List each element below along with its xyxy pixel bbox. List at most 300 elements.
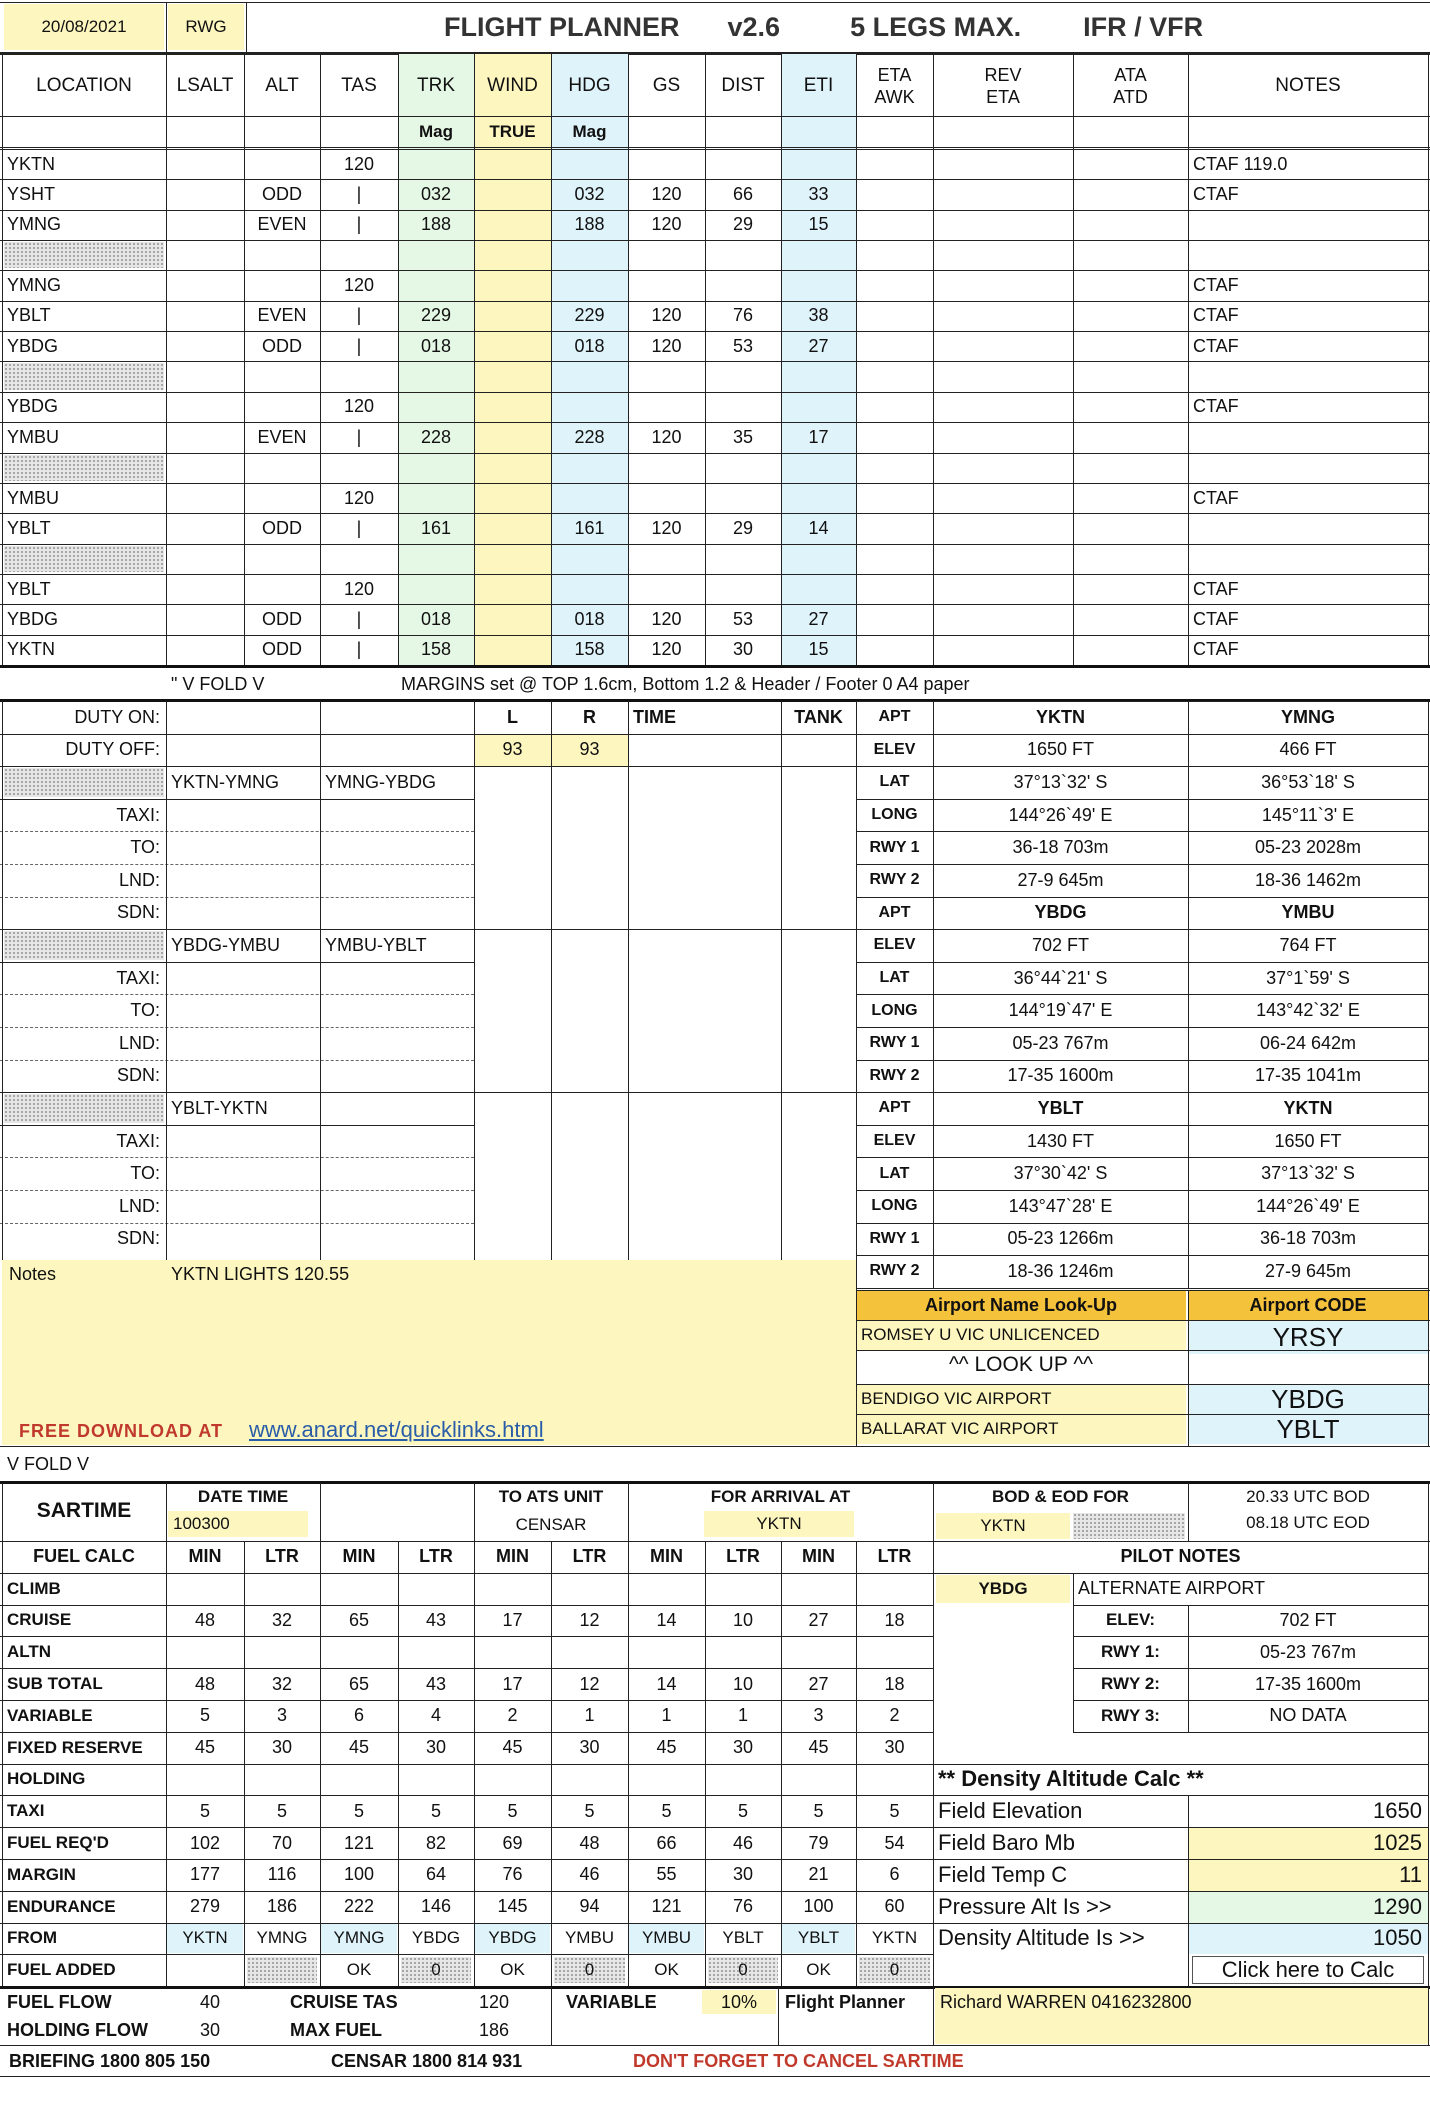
leg-notes[interactable]: CTAF: [1193, 335, 1239, 356]
fuel-value: 30: [579, 1737, 600, 1758]
leg-lsalt[interactable]: [166, 301, 244, 331]
leg-separator: [4, 546, 164, 572]
wind-input[interactable]: [474, 301, 551, 331]
fuel-value: 10: [732, 1609, 754, 1630]
leg-dist: 76: [732, 305, 754, 326]
leg-lsalt[interactable]: [166, 513, 244, 543]
fuel-row-label: FIXED RESERVE: [7, 1737, 143, 1757]
ltr-header: LTR: [877, 1546, 912, 1567]
arrival-label: FOR ARRIVAL AT: [710, 1487, 851, 1506]
header-line: REV: [984, 65, 1022, 85]
header-line: AWK: [874, 87, 915, 107]
leg-alt[interactable]: [244, 483, 320, 513]
sector-row-label: TAXI:: [116, 804, 160, 825]
leg-alt[interactable]: [244, 270, 320, 300]
wind-input[interactable]: [474, 513, 551, 543]
airport-lat: 36°44`21' S: [1013, 967, 1108, 988]
fuel-value: 5: [661, 1800, 672, 1821]
fuel-value: [705, 1764, 781, 1796]
leg-dist: 66: [732, 184, 754, 205]
registration-field[interactable]: RWG: [168, 4, 244, 50]
leg-location[interactable]: YSHT: [7, 184, 56, 205]
leg-location[interactable]: YMNG: [7, 214, 61, 235]
fuel-value: 2: [507, 1705, 518, 1726]
fuel-value: 69: [502, 1832, 523, 1853]
leg-alt[interactable]: [244, 149, 320, 179]
fuel-value: 30: [884, 1737, 905, 1758]
legs-text: 5 LEGS MAX.: [850, 11, 1022, 42]
leg-location[interactable]: YBLT: [7, 578, 51, 599]
variable-label: VARIABLE: [566, 1991, 657, 2012]
leg-notes[interactable]: CTAF: [1193, 275, 1239, 296]
fuel-value: 100: [343, 1864, 375, 1885]
col-header-alt: ALT: [265, 75, 299, 96]
leg-trk: [398, 483, 474, 513]
leg-notes[interactable]: CTAF: [1193, 184, 1239, 205]
airport-row-label: LAT: [879, 1164, 910, 1182]
fuel-value: 177: [189, 1864, 221, 1885]
leg-location[interactable]: YBLT: [7, 517, 51, 538]
lookup-name-input[interactable]: BALLARAT VIC AIRPORT: [856, 1414, 1186, 1444]
sector-row-label: LND:: [118, 869, 160, 890]
leg-location[interactable]: YMNG: [7, 275, 61, 296]
col-header-rev-eta: [933, 54, 1073, 118]
density-field-value[interactable]: 1025: [1188, 1827, 1428, 1859]
airport-row-label: APT: [878, 708, 911, 726]
fuel-value: 5: [507, 1800, 518, 1821]
leg-lsalt[interactable]: [166, 422, 244, 452]
leg-dist: 29: [732, 214, 754, 235]
planner-name[interactable]: Richard WARREN 0416232800: [935, 1988, 1428, 2044]
leg-tas[interactable]: |: [356, 608, 362, 629]
leg-lsalt[interactable]: [166, 179, 244, 209]
leg-hdg: 018: [574, 335, 605, 356]
leg-tas[interactable]: 120: [343, 153, 375, 174]
title-text: FLIGHT PLANNER: [444, 11, 680, 42]
wind-input[interactable]: [474, 604, 551, 634]
wind-input[interactable]: [474, 210, 551, 240]
leg-eti: [781, 270, 856, 300]
fuel-added-value[interactable]: 0: [708, 1957, 778, 1983]
leg-lsalt[interactable]: [166, 210, 244, 240]
eod-value: 08.18 UTC EOD: [1246, 1513, 1370, 1532]
fuel-value: 186: [266, 1896, 298, 1917]
right-tank-header: R: [583, 706, 596, 727]
download-label: FREE DOWNLOAD AT: [19, 1420, 223, 1441]
airport-long: 143°47`28' E: [1008, 1195, 1113, 1216]
fuel-row-label: ENDURANCE: [7, 1896, 116, 1916]
cancel-sartime-reminder: DON'T FORGET TO CANCEL SARTIME: [633, 2050, 964, 2071]
notes-label: Notes: [9, 1263, 57, 1284]
fuel-row-label: TAXI: [7, 1801, 45, 1821]
leg-alt[interactable]: ODD: [262, 184, 302, 205]
leg-gs: 120: [651, 517, 682, 538]
fuel-value: [320, 1573, 398, 1605]
wind-input[interactable]: [474, 635, 551, 665]
from-airport: YBDG: [475, 1924, 550, 1954]
leg-alt[interactable]: EVEN: [257, 214, 307, 235]
fold-marker: " V FOLD V: [171, 673, 265, 694]
from-airport: YMBU: [629, 1924, 704, 1954]
min-header: MIN: [342, 1546, 376, 1567]
leg-lsalt[interactable]: [166, 392, 244, 422]
leg-gs: [628, 392, 705, 422]
leg-dist: [705, 149, 781, 179]
leg-alt[interactable]: [244, 574, 320, 604]
pilot-notes-header: PILOT NOTES: [1120, 1546, 1241, 1567]
leg-lsalt[interactable]: [166, 270, 244, 300]
leg-notes[interactable]: CTAF: [1193, 608, 1239, 629]
sector-row-label: TAXI:: [116, 1130, 160, 1151]
airport-lat: 37°13`32' S: [1261, 1163, 1355, 1184]
rules-text: IFR / VFR: [1083, 11, 1204, 42]
fuel-value: 30: [732, 1864, 754, 1885]
airport-long: 145°11`3' E: [1261, 804, 1355, 825]
leg-dist: 30: [732, 639, 754, 660]
censar-phone: CENSAR 1800 814 931: [331, 2050, 523, 2071]
fuel-value: [474, 1636, 551, 1668]
leg-lsalt[interactable]: [166, 635, 244, 665]
lookup-name-input[interactable]: BENDIGO VIC AIRPORT: [856, 1384, 1186, 1414]
fuel-value: 12: [579, 1673, 600, 1694]
leg-tas[interactable]: 120: [343, 275, 375, 296]
sector-row-label: TO:: [130, 1000, 160, 1021]
leg-tas[interactable]: 120: [343, 578, 375, 599]
density-field-value: 1050: [1188, 1923, 1428, 1955]
airport-elev: 1650 FT: [1026, 739, 1095, 760]
leg-dist: [705, 270, 781, 300]
leg-eti: 17: [808, 426, 829, 447]
leg-hdg: [551, 392, 628, 422]
wind-input[interactable]: [474, 270, 551, 300]
fuel-value: 1: [661, 1705, 672, 1726]
leg-lsalt[interactable]: [166, 149, 244, 179]
leg-notes[interactable]: CTAF: [1193, 396, 1239, 417]
fuel-value: 65: [348, 1673, 370, 1694]
airport-row-label: RWY 2: [869, 1066, 920, 1084]
wind-input[interactable]: [474, 149, 551, 179]
airport-rwy1: 05-23 2028m: [1254, 837, 1362, 858]
leg-trk: 161: [420, 517, 452, 538]
leg-trk: [398, 149, 474, 179]
alternate-field-label: RWY 3:: [1101, 1705, 1160, 1725]
to-ats-label: TO ATS UNIT: [498, 1487, 604, 1506]
wind-input[interactable]: [474, 392, 551, 422]
airport-rwy2: 27-9 645m: [1017, 869, 1104, 890]
leg-lsalt[interactable]: [166, 483, 244, 513]
col-header-notes: NOTES: [1275, 75, 1341, 96]
density-field-value[interactable]: 1650: [1373, 1798, 1422, 1824]
airport-apt: YMNG: [1281, 706, 1335, 727]
leg-dist: 53: [732, 335, 754, 356]
fuel-added-value[interactable]: OK: [654, 1960, 679, 1980]
cruise-tas-value: 120: [478, 1991, 510, 2012]
fuel-value: 45: [194, 1737, 216, 1758]
leg-separator: [4, 242, 164, 268]
leg-alt[interactable]: ODD: [262, 608, 302, 629]
leg-location[interactable]: YBLT: [7, 305, 51, 326]
fuel-added-value[interactable]: 0: [554, 1957, 625, 1983]
leg-eti: 15: [808, 639, 829, 660]
alternate-code[interactable]: YBDG: [936, 1575, 1070, 1603]
fuel-value: 70: [271, 1832, 293, 1853]
leg-notes[interactable]: CTAF: [1193, 639, 1239, 660]
fuel-row-label: FUEL REQ'D: [7, 1833, 109, 1853]
density-field-label: Field Baro Mb: [938, 1830, 1075, 1856]
leg-alt[interactable]: ODD: [262, 517, 302, 538]
header-line: ETA: [877, 65, 912, 85]
leg-notes[interactable]: CTAF: [1193, 487, 1239, 508]
airport-row-label: APT: [878, 903, 911, 921]
fold-marker-2: V FOLD V: [7, 1453, 90, 1474]
sector-shade: [4, 931, 164, 960]
leg-tas[interactable]: |: [356, 517, 362, 538]
airport-lat: 37°13`32' S: [1013, 771, 1108, 792]
leg-lsalt[interactable]: [166, 604, 244, 634]
version-text: v2.6: [727, 11, 781, 42]
leg-tas[interactable]: 120: [343, 396, 375, 417]
fuel-added-value[interactable]: OK: [500, 1960, 525, 1980]
leg-lsalt[interactable]: [166, 331, 244, 361]
from-airport: YKTN: [871, 1928, 918, 1948]
fuel-value: 5: [430, 1800, 441, 1821]
fuel-flow-value: 40: [199, 1991, 221, 2012]
leg-trk: 229: [420, 305, 452, 326]
leg-location[interactable]: YMBU: [7, 487, 60, 508]
leg-notes[interactable]: [1188, 422, 1428, 452]
col-header-trk: TRK: [417, 75, 455, 96]
right-tank-value[interactable]: 93: [551, 734, 628, 767]
density-field-value[interactable]: 11: [1188, 1859, 1428, 1891]
leg-gs: 120: [651, 305, 682, 326]
leg-alt[interactable]: ODD: [262, 639, 302, 660]
fuel-value: 6: [353, 1705, 364, 1726]
fuel-value: [244, 1636, 320, 1668]
leg-tas[interactable]: 120: [343, 487, 375, 508]
airport-row-label: RWY 1: [869, 1034, 920, 1052]
wind-input[interactable]: [474, 574, 551, 604]
airport-apt: YKTN: [1283, 1097, 1333, 1118]
leg-alt[interactable]: EVEN: [257, 305, 307, 326]
lookup-code-result: YBLT: [1188, 1414, 1428, 1444]
leg-eti: 33: [808, 184, 829, 205]
alternate-field-label: ELEV:: [1105, 1610, 1156, 1630]
from-airport: YBDG: [411, 1928, 461, 1948]
leg-eti: 27: [808, 335, 829, 356]
fuel-value: 30: [271, 1737, 293, 1758]
fuel-row-label: CLIMB: [7, 1578, 61, 1598]
col-header-hdg: HDG: [568, 75, 611, 96]
leg-gs: 120: [651, 214, 682, 235]
fuel-value: 12: [579, 1609, 600, 1630]
fuel-added-value[interactable]: OK: [346, 1960, 372, 1980]
leg-hdg: [551, 483, 628, 513]
leg-location[interactable]: YKTN: [7, 639, 56, 660]
wind-input[interactable]: [474, 483, 551, 513]
fuel-value: [166, 1764, 244, 1796]
duty-off-label: DUTY OFF:: [65, 739, 160, 760]
calc-button[interactable]: Click here to Calc: [1192, 1956, 1424, 1984]
airport-long: 144°26`49' E: [1256, 1195, 1360, 1216]
min-header: MIN: [496, 1546, 529, 1567]
leg-notes[interactable]: [1188, 513, 1428, 543]
min-header: MIN: [188, 1546, 222, 1567]
airport-apt: YMBU: [1281, 902, 1335, 923]
airport-rwy2: 18-36 1462m: [1254, 869, 1362, 890]
leg-tas[interactable]: |: [356, 335, 362, 356]
fuel-row-label: SUB TOTAL: [7, 1674, 103, 1694]
fuel-calc-title: FUEL CALC: [33, 1546, 135, 1567]
leg-eti: [781, 483, 856, 513]
margins-note: MARGINS set @ TOP 1.6cm, Bottom 1.2 & Header / Footer 0 A4 paper: [401, 673, 970, 694]
sector-b: [320, 1092, 474, 1125]
from-airport: YBLT: [722, 1928, 764, 1948]
leg-alt[interactable]: ODD: [262, 335, 302, 356]
fuel-value: 27: [808, 1609, 829, 1630]
leg-notes[interactable]: CTAF: [1193, 305, 1239, 326]
airport-elev: 1650 FT: [1274, 1130, 1342, 1151]
sartime-label: SARTIME: [36, 1499, 132, 1522]
fuel-value: 48: [579, 1832, 600, 1853]
lookup-button[interactable]: ^^ LOOK UP ^^: [948, 1353, 1094, 1376]
arrival-value[interactable]: YKTN: [704, 1511, 854, 1537]
fuel-value: [551, 1764, 628, 1796]
variable-value[interactable]: 10%: [702, 1990, 776, 2014]
fuel-added-label: FUEL ADDED: [7, 1960, 116, 1980]
lookup-name-header: Airport Name Look-Up: [856, 1290, 1186, 1320]
leg-location[interactable]: YBDG: [7, 335, 59, 356]
fuel-value: 222: [343, 1896, 375, 1917]
sector-b: YMBU-YBLT: [325, 934, 427, 955]
leg-tas[interactable]: |: [356, 214, 362, 235]
fuel-value: 5: [353, 1800, 364, 1821]
fuel-value: 279: [189, 1896, 221, 1917]
fuel-value: 60: [884, 1896, 905, 1917]
wind-input[interactable]: [474, 179, 551, 209]
fuel-value: [166, 1573, 244, 1605]
alternate-field-value: NO DATA: [1269, 1705, 1347, 1726]
sector-shade: [4, 768, 164, 797]
fuel-value: 5: [199, 1705, 210, 1726]
leg-lsalt[interactable]: [166, 574, 244, 604]
holding-flow-label: HOLDING FLOW: [7, 2019, 148, 2040]
lookup-name-input[interactable]: ROMSEY U VIC UNLICENCED: [856, 1320, 1186, 1350]
fuel-value: [474, 1764, 551, 1796]
fuel-added-value[interactable]: 0: [401, 1957, 471, 1983]
leg-trk: [398, 270, 474, 300]
fuel-added-value[interactable]: 0: [859, 1957, 930, 1983]
leg-eti: [781, 392, 856, 422]
fuel-value: 5: [889, 1800, 900, 1821]
fuel-value: [705, 1636, 781, 1668]
fuel-value: 65: [348, 1609, 370, 1630]
wind-input[interactable]: [474, 422, 551, 452]
col-header-lsalt: LSALT: [176, 75, 234, 96]
leg-location[interactable]: YKTN: [7, 153, 56, 174]
fuel-row-label: CRUISE: [7, 1610, 72, 1630]
header-line: ATD: [1113, 87, 1148, 107]
wind-input[interactable]: [474, 331, 551, 361]
leg-notes[interactable]: CTAF 119.0: [1193, 153, 1288, 174]
fuel-added-value[interactable]: OK: [806, 1960, 831, 1980]
airport-long: 144°26`49' E: [1008, 804, 1113, 825]
airport-row-label: ELEV: [873, 1132, 916, 1150]
alternate-field-value: 17-35 1600m: [1254, 1673, 1362, 1694]
airport-row-label: ELEV: [873, 936, 916, 954]
leg-eti: [781, 574, 856, 604]
leg-tas[interactable]: |: [356, 426, 362, 447]
wind-unit: TRUE: [489, 122, 536, 141]
planner-label: Flight Planner: [785, 1991, 906, 2012]
leg-notes[interactable]: CTAF: [1193, 578, 1239, 599]
fuel-value: 54: [884, 1832, 905, 1853]
fuel-value: 1: [584, 1705, 595, 1726]
fuel-value: 5: [584, 1800, 595, 1821]
fuel-value: 32: [271, 1673, 293, 1694]
fuel-added-value[interactable]: [247, 1957, 317, 1983]
fuel-value: [551, 1636, 628, 1668]
leg-tas[interactable]: |: [356, 305, 362, 326]
fuel-value: 30: [732, 1737, 754, 1758]
leg-trk: 188: [420, 214, 452, 235]
leg-tas[interactable]: |: [356, 184, 362, 205]
leg-location[interactable]: YBDG: [7, 396, 59, 417]
date-field[interactable]: 20/08/2021: [4, 4, 164, 50]
fuel-value: [244, 1764, 320, 1796]
bod-eod-shade: [1073, 1513, 1185, 1539]
airport-elev: 1430 FT: [1026, 1130, 1095, 1151]
airport-row-label: APT: [878, 1099, 911, 1117]
download-url[interactable]: www.anard.net/quicklinks.html: [249, 1417, 544, 1442]
leg-location[interactable]: YMBU: [7, 426, 60, 447]
density-title: ** Density Altitude Calc **: [938, 1766, 1204, 1792]
download-link[interactable]: [244, 1416, 644, 1444]
date-time-label: DATE TIME: [197, 1487, 289, 1506]
bod-eod-value[interactable]: YKTN: [936, 1513, 1070, 1539]
holding-flow-value: 30: [199, 2019, 221, 2040]
leg-location[interactable]: YBDG: [7, 608, 59, 629]
fuel-value: [166, 1636, 244, 1668]
duty-on-label: DUTY ON:: [74, 706, 160, 727]
notes-text: YKTN LIGHTS 120.55: [171, 1263, 350, 1284]
airport-rwy1: 05-23 1266m: [1007, 1228, 1114, 1249]
cruise-tas-label: CRUISE TAS: [290, 1991, 398, 2012]
leg-gs: [628, 270, 705, 300]
left-tank-value[interactable]: 93: [474, 734, 551, 767]
fuel-value: 121: [651, 1896, 682, 1917]
fuel-value: 4: [430, 1705, 441, 1726]
fuel-value: 27: [808, 1673, 829, 1694]
fuel-value: 32: [271, 1609, 293, 1630]
fuel-value: 14: [656, 1609, 677, 1630]
fuel-value: 55: [656, 1864, 677, 1885]
leg-trk: [398, 574, 474, 604]
leg-dist: [705, 574, 781, 604]
airport-row-label: LAT: [879, 969, 910, 987]
airport-rwy1: 05-23 767m: [1012, 1032, 1109, 1053]
fuel-value: [474, 1573, 551, 1605]
leg-alt[interactable]: [244, 392, 320, 422]
fuel-value: 1: [737, 1705, 748, 1726]
leg-notes[interactable]: [1188, 210, 1428, 240]
fuel-row-label: VARIABLE: [7, 1705, 93, 1725]
leg-alt[interactable]: EVEN: [257, 426, 307, 447]
leg-tas[interactable]: |: [356, 639, 362, 660]
fuel-added-value[interactable]: [169, 1957, 241, 1983]
fuel-value: [628, 1636, 705, 1668]
fuel-value: 100: [803, 1896, 834, 1917]
date-time-value[interactable]: 100300: [168, 1511, 308, 1537]
